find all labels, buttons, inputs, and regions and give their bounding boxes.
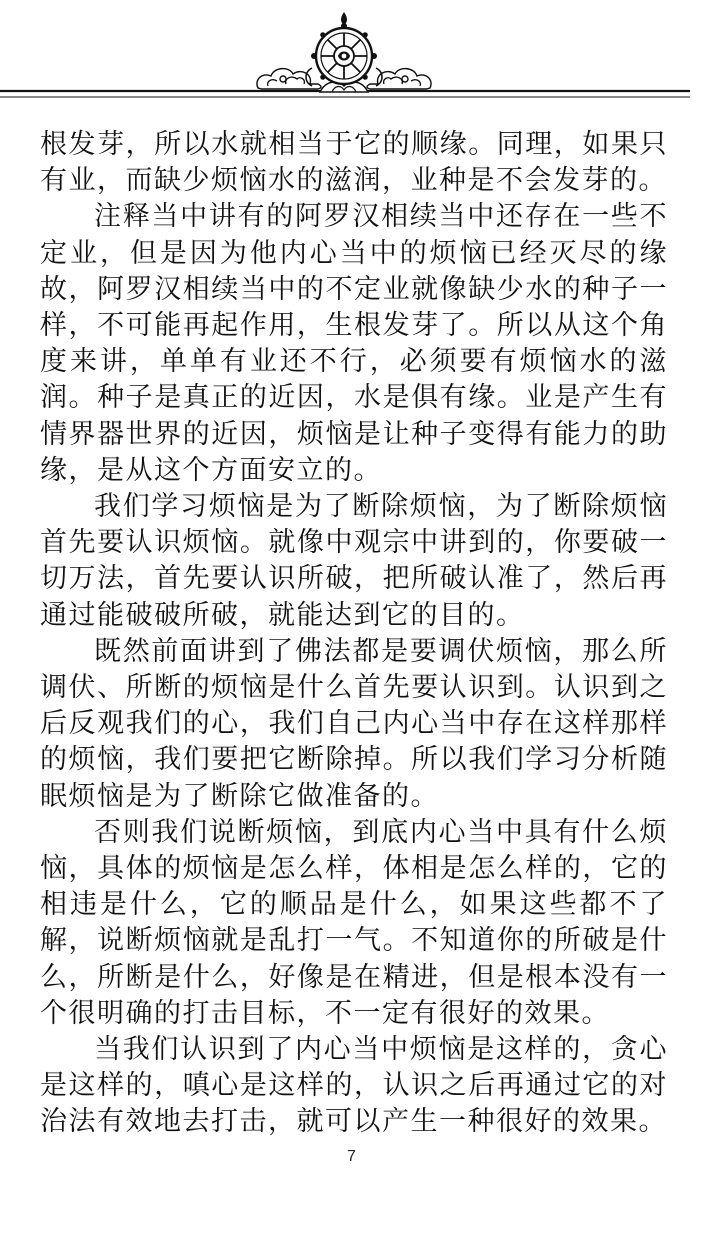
body-text [40, 127, 668, 1141]
paragraph: 我们学习烦恼是为了断除烦恼，为了断除烦恼首先要认识烦恼。就像中观宗中讲到的，你要破一切万法，首先要认识所破，把所破认准了，然后再通过能破破所破，就能达到它的目的。 [40, 491, 668, 631]
paragraph: 根发芽，所以水就相当于它的顺缘。同理，如果只有业，而缺少烦恼水的滋润，业种是不会发芽的。 [40, 129, 668, 197]
header-ornament [0, 0, 703, 110]
paragraph: 当我们认识到了内心当中烦恼是这样的，贪心是这样的，嗔心是这样的，认识之后再通过它的对治法有效地去打击，就可以产生一种很好的效果。 [40, 1034, 668, 1138]
dharma-wheel-icon [306, 12, 382, 92]
paragraph: 既然前面讲到了佛法都是要调伏烦恼，那么所调伏、所断的烦恼是什么首先要认识到。认识到之后反观我们的心，我们自己内心当中存在这样那样的烦恼，我们要把它断除掉。所以我们学习分析随眠烦恼是为了断除它做准备的。 [40, 635, 668, 812]
page-number: 7 [347, 1148, 356, 1165]
paragraph: 注释当中讲有的阿罗汉相续当中还存在一些不定业，但是因为他内心当中的烦恼已经灭尽的缘故，阿罗汉相续当中的不定业就像缺少水的种子一样，不可能再起作用，生根发芽了。所以从这个角度来讲，单单有业还不行，必须要有烦恼水的滋润。种子是真正的近因，水是俱有缘。业是产生有情界器世界的近因，烦恼是让种子变得有能力的助缘，是从这个方面安立的。 [40, 201, 668, 486]
paragraph: 否则我们说断烦恼，到底内心当中具有什么烦恼，具体的烦恼是怎么样，体相是怎么样的，它的相违是什么，它的顺品是什么，如果这些都不了解，说断烦恼就是乱打一气。不知道你的所破是什么，所断是什么，好像是在精进，但是根本没有一个很明确的打击目标，不一定有很好的效果。 [40, 816, 668, 1029]
page-header [0, 0, 703, 110]
